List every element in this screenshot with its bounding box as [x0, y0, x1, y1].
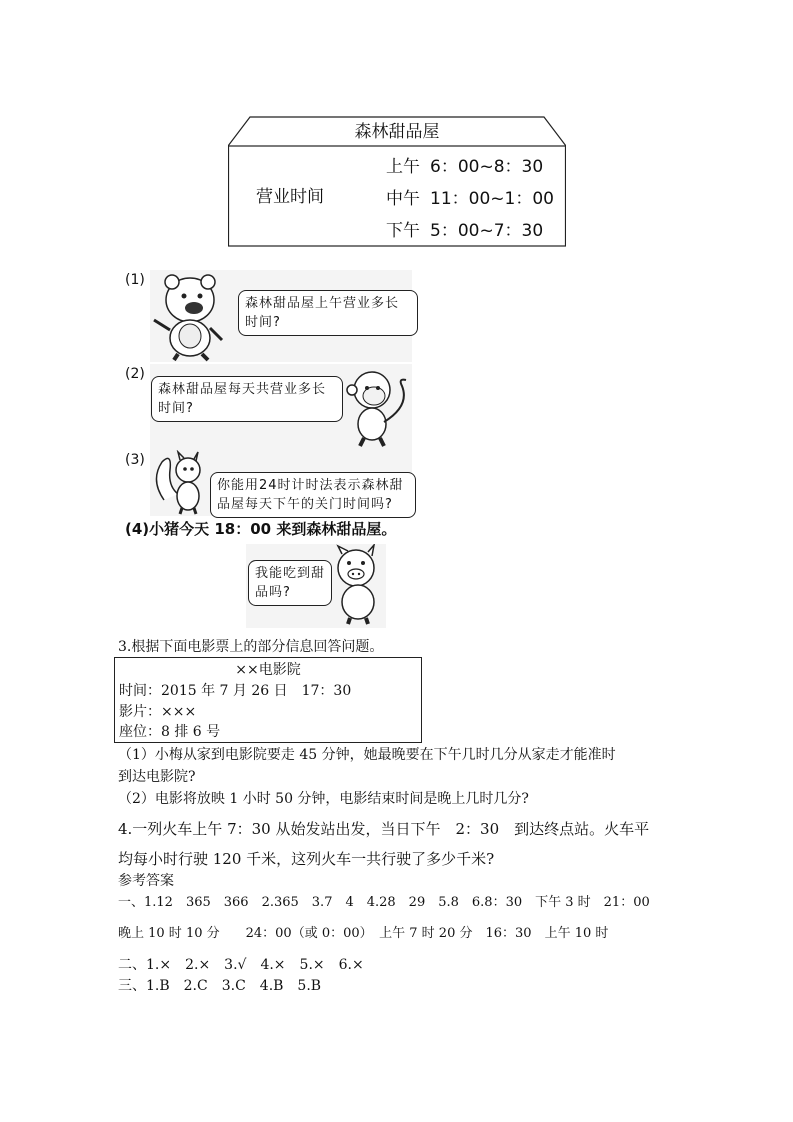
ticket-seat: 座位：8 排 6 号 — [119, 724, 221, 740]
question-4-bubble: 我能吃到甜品吗? — [248, 560, 332, 606]
ticket-time: 时间：2015 年 7 月 26 日 17：30 — [119, 683, 352, 699]
shop-sign — [228, 116, 566, 247]
question-3-bubble: 你能用24时计时法表示森林甜品屋每天下午的关门时间吗? — [210, 472, 416, 518]
bear-illustration — [150, 270, 235, 362]
monkey-illustration — [340, 366, 420, 450]
ticket-film: 影片：××× — [119, 704, 197, 720]
sign-title: 森林甜品屋 — [354, 122, 440, 142]
question-4-text: (4)小猪今天 18：00 来到森林甜品屋。 — [125, 520, 397, 538]
section-3-question-1: （1）小梅从家到电影院要走 45 分钟，她最晚要在下午几时几分从家走才能准时 — [118, 747, 616, 763]
section-3-question-2: （2）电影将放映 1 小时 50 分钟，电影结束时间是晚上几时几分? — [118, 791, 529, 807]
answers-heading: 参考答案 — [118, 873, 174, 889]
section-4-line-1: 4.一列火车上午 7：30 从始发站出发，当日下午 2：30 到达终点站。火车平 — [118, 820, 650, 838]
sign-period: 下午 — [386, 221, 420, 241]
section-4-line-2: 均每小时行驶 120 千米，这列火车一共行驶了多少千米? — [118, 850, 495, 868]
ticket-cinema: ××电影院 — [235, 662, 301, 678]
answers-line-2: 晚上 10 时 10 分 24：00（或 0：00） 上午 7 时 20 分 16：30 上午 10 时 — [118, 926, 609, 941]
pig-illustration — [328, 544, 388, 626]
sign-row-noon — [386, 184, 554, 209]
squirrel-illustration — [150, 450, 210, 516]
question-3-number: (3) — [125, 452, 145, 468]
answers-line-3: 二、1.× 2.× 3.√ 4.× 5.× 6.× — [118, 957, 364, 973]
sign-row-morning — [386, 152, 543, 177]
question-2-bubble: 森林甜品屋每天共营业多长时间? — [151, 376, 343, 422]
sign-time: 11：00~1：00 — [430, 189, 554, 209]
answers-line-1: 一、1.12 365 366 2.365 3.7 4 4.28 29 5.8 6.8：30 下午 3 时 21：00 — [118, 895, 650, 910]
section-3-question-1-cont: 到达电影院? — [118, 769, 196, 785]
sign-period: 上午 — [386, 157, 420, 177]
sign-row-afternoon — [386, 216, 543, 241]
sign-time: 6：00~8：30 — [430, 157, 544, 177]
movie-ticket — [114, 657, 422, 743]
question-1-number: (1) — [125, 272, 145, 288]
question-2-number: (2) — [125, 366, 145, 382]
sign-time: 5：00~7：30 — [430, 221, 544, 241]
section-3-heading: 3.根据下面电影票上的部分信息回答问题。 — [118, 639, 384, 655]
sign-hours-label: 营业时间 — [256, 187, 324, 207]
sign-period: 中午 — [386, 189, 420, 209]
answers-line-4: 三、1.B 2.C 3.C 4.B 5.B — [118, 978, 322, 994]
question-1-bubble: 森林甜品屋上午营业多长时间? — [238, 290, 418, 336]
